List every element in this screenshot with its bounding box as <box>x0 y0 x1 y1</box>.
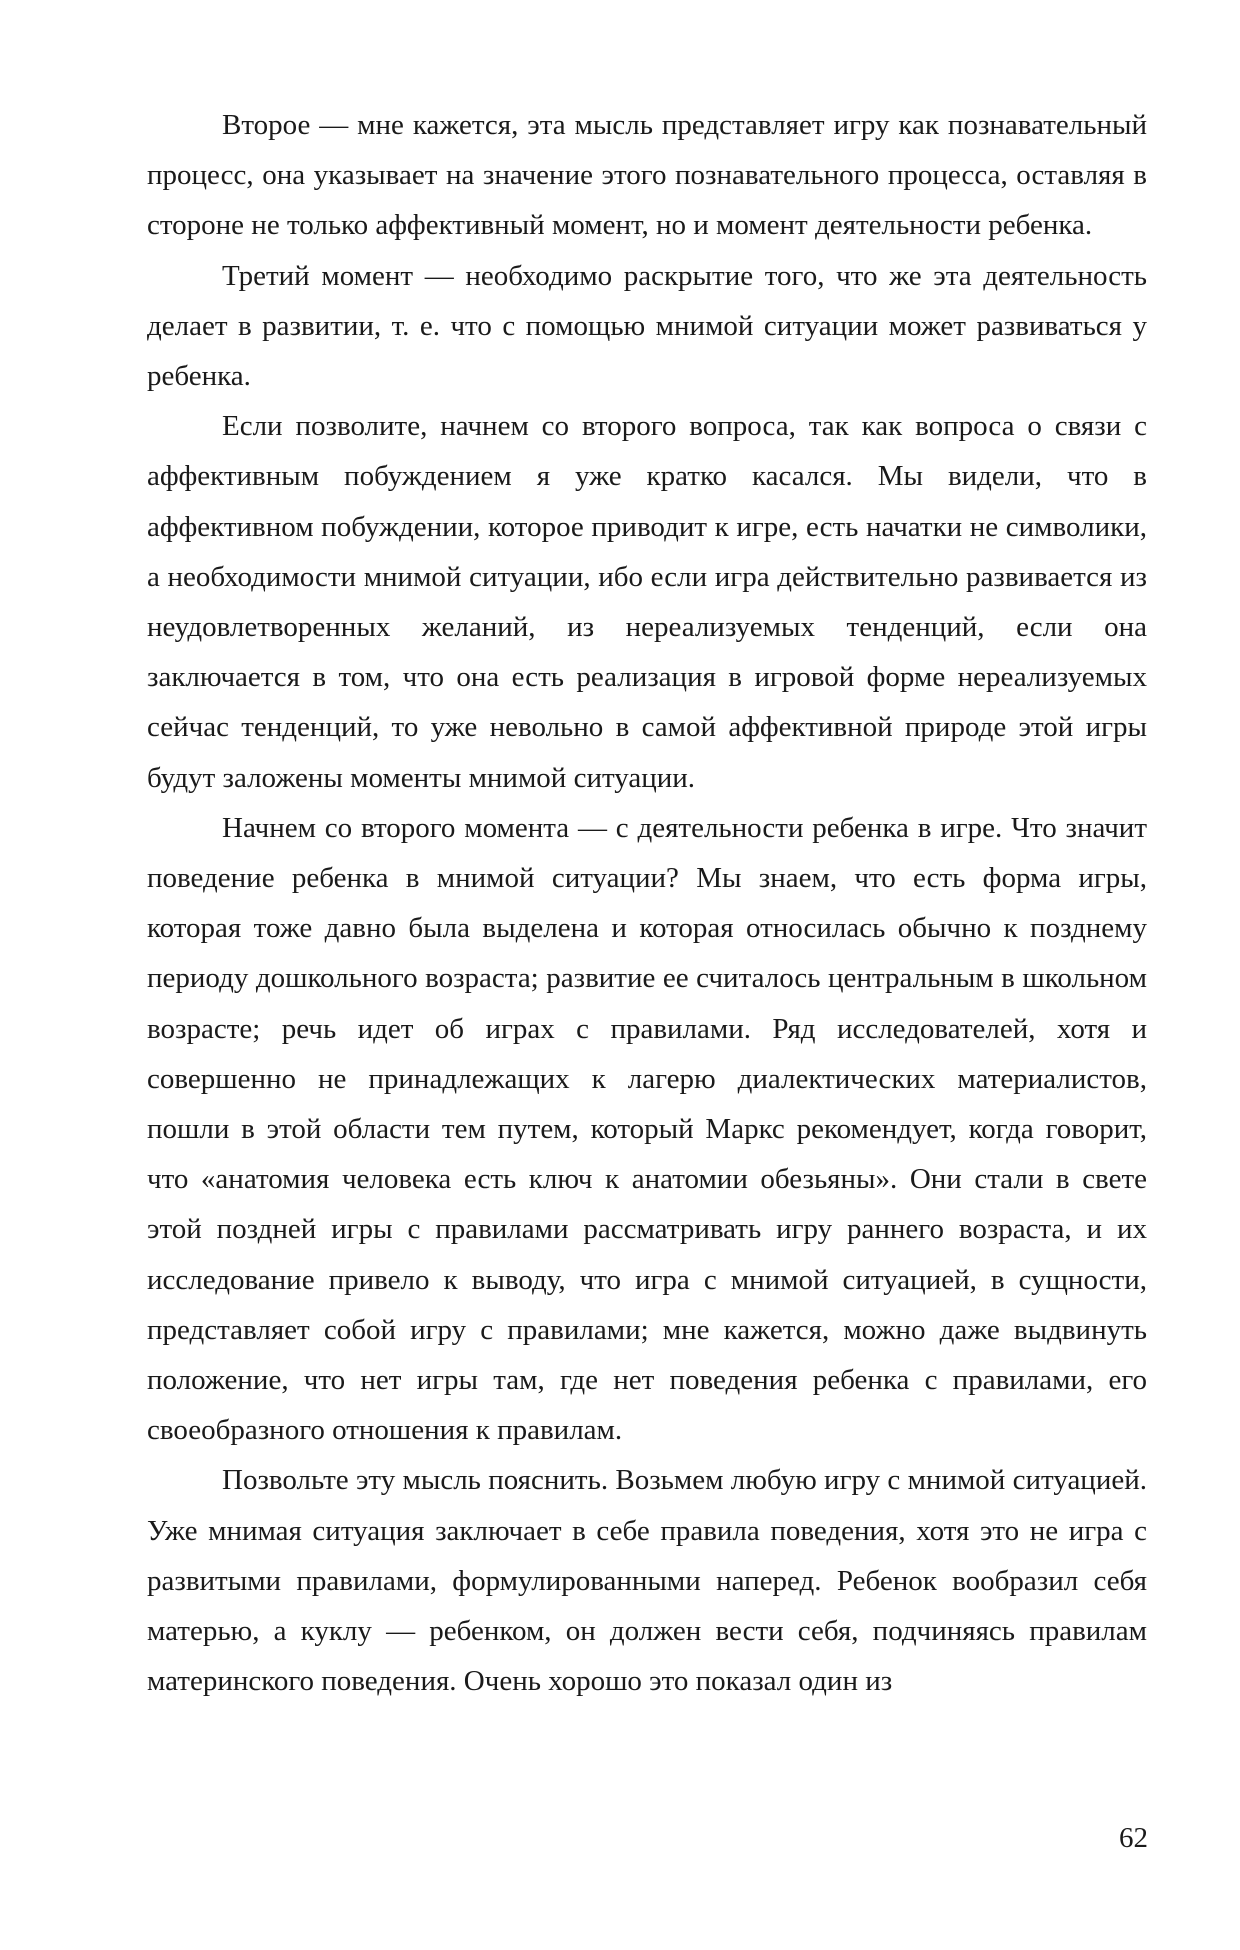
body-text <box>147 100 1147 1707</box>
paragraph: Если позволите, начнем со второго вопроса, так как вопроса о связи с аффективным побуждением я уже кратко касался. Мы видели, что в аффективном побуждении, которое приводит к игре, есть начатки не символики, а необходимости мнимой ситуации, ибо если игра действительно развивается из неудовлетворенных желаний, из нереализуемых тенденций, если она заключается в том, что она есть реализация в игровой форме нереализуемых сейчас тенденций, то уже невольно в самой аффективной природе этой игры будут заложены моменты мнимой ситуации. <box>147 410 1147 794</box>
paragraph: Начнем со второго момента — с деятельности ребенка в игре. Что значит поведение ребенка в мнимой ситуации? Мы знаем, что есть форма игры, которая тоже давно была выделена и которая относилась обычно к позднему периоду дошкольного возраста; развитие ее считалось центральным в школьном возрасте; речь идет об играх с правилами. Ряд исследователей, хотя и совершенно не принадлежащих к лагерю диалектических материалистов, пошли в этой области тем путем, который Маркс рекомендует, когда говорит, что «анатомия человека есть ключ к анатомии обезьяны». Они стали в свете этой поздней игры с правилами рассматривать игру раннего возраста, и их исследование привело к выводу, что игра с мнимой ситуацией, в сущности, представляет собой игру с правилами; мне кажется, можно даже выдвинуть положение, что нет игры там, где нет поведения ребенка с правилами, его своеобразного отношения к правилам. <box>147 811 1147 1447</box>
paragraph: Второе — мне кажется, эта мысль представляет игру как познавательный процесс, она указывает на значение этого познавательного процесса, оставляя в стороне не только аффективный момент, но и момент деятельности ребенка. <box>147 109 1147 242</box>
page-number: 62 <box>1119 1822 1148 1854</box>
paragraph: Третий момент — необходимо раскрытие того, что же эта деятельность делает в развитии, т. е. что с помощью мнимой ситуации может развиваться у ребенка. <box>147 259 1147 393</box>
paragraph: Позвольте эту мысль пояснить. Возьмем любую игру с мнимой ситуацией. Уже мнимая ситуация заключает в себе правила поведения, хотя это не игра с развитыми правилами, формулированными наперед. Ребенок вообразил себя матерью, а куклу — ребенком, он должен вести себя, подчиняясь правилам материнского поведения. Очень хорошо это показал один из <box>147 1464 1147 1698</box>
